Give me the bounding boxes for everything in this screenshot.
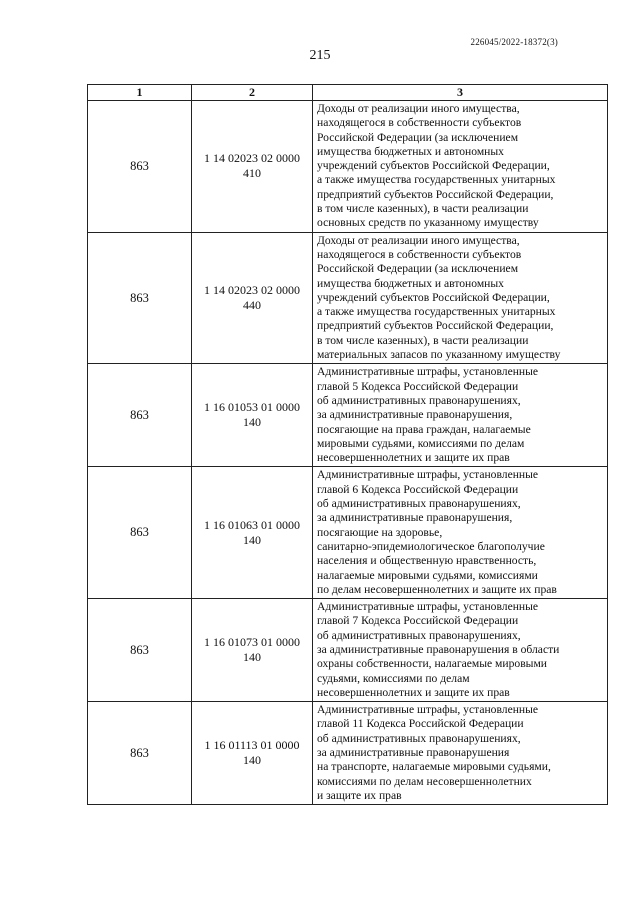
description-line: санитарно-эпидемиологическое благополучие xyxy=(317,539,545,553)
revenue-description-cell xyxy=(313,364,608,467)
table-row xyxy=(88,702,608,805)
description-line: Административные штрафы, установленные xyxy=(317,365,539,379)
revenue-codes-table xyxy=(87,84,608,805)
admin-code-cell: 863 xyxy=(88,599,192,702)
description-line: основных средств по указанному имуществу xyxy=(317,216,539,230)
revenue-description-cell xyxy=(313,599,608,702)
description-line: в том числе казенных), в части реализации xyxy=(317,333,529,347)
table-row xyxy=(88,364,608,467)
description-line: имущества бюджетных и автономных xyxy=(317,276,504,290)
description-line: мировыми судьями, комиссиями по делам xyxy=(317,436,525,450)
budget-classification-code-cell: 1 16 01063 01 0000 140 xyxy=(192,467,313,599)
table-row xyxy=(88,232,608,364)
description-line: Доходы от реализации иного имущества, xyxy=(317,233,520,247)
description-line: Административные штрафы, установленные xyxy=(317,468,539,482)
description-line: предприятий субъектов Российской Федерации, xyxy=(317,319,554,333)
table-body xyxy=(88,101,608,805)
description-line: Административные штрафы, установленные xyxy=(317,703,539,717)
description-line: об административных правонарушениях, xyxy=(317,393,521,407)
admin-code-cell: 863 xyxy=(88,101,192,233)
description-line: в том числе казенных), в части реализации xyxy=(317,202,529,216)
column-header-2: 2 xyxy=(192,85,313,101)
description-line: за административные правонарушения xyxy=(317,746,510,760)
description-line: населения и общественную нравственность, xyxy=(317,554,537,568)
description-line: а также имущества государственных унитарных xyxy=(317,173,556,187)
description-line: главой 6 Кодекса Российской Федерации xyxy=(317,482,519,496)
revenue-description-cell xyxy=(313,232,608,364)
column-header-1: 1 xyxy=(88,85,192,101)
admin-code-cell: 863 xyxy=(88,232,192,364)
description-line: посягающие на права граждан, налагаемые xyxy=(317,422,531,436)
admin-code-cell: 863 xyxy=(88,702,192,805)
description-line: судьями, комиссиями по делам xyxy=(317,671,470,685)
description-line: несовершеннолетних и защите их прав xyxy=(317,451,510,465)
description-line: комиссиями по делам несовершеннолетних xyxy=(317,774,532,788)
description-line: находящегося в собственности субъектов xyxy=(317,116,522,130)
description-line: на транспорте, налагаемые мировыми судьями, xyxy=(317,760,551,774)
description-line: учреждений субъектов Российской Федерации, xyxy=(317,159,550,173)
description-line: находящегося в собственности субъектов xyxy=(317,247,522,261)
revenue-description-cell xyxy=(313,702,608,805)
description-line: главой 5 Кодекса Российской Федерации xyxy=(317,379,519,393)
description-line: а также имущества государственных унитарных xyxy=(317,305,556,319)
budget-classification-code-cell: 1 14 02023 02 0000 440 xyxy=(192,232,313,364)
description-line: главой 11 Кодекса Российской Федерации xyxy=(317,717,524,731)
budget-classification-code-cell: 1 16 01073 01 0000 140 xyxy=(192,599,313,702)
revenue-description-cell xyxy=(313,467,608,599)
description-line: учреждений субъектов Российской Федерации, xyxy=(317,290,550,304)
description-line: предприятий субъектов Российской Федерации, xyxy=(317,187,554,201)
description-line: Доходы от реализации иного имущества, xyxy=(317,102,520,115)
admin-code-cell: 863 xyxy=(88,467,192,599)
description-line: об административных правонарушениях, xyxy=(317,497,521,511)
description-line: несовершеннолетних и защите их прав xyxy=(317,685,510,699)
description-line: за административные правонарушения, xyxy=(317,408,513,422)
description-line: налагаемые мировыми судьями, комиссиями xyxy=(317,568,538,582)
description-line: за административные правонарушения в области xyxy=(317,642,560,656)
description-line: главой 7 Кодекса Российской Федерации xyxy=(317,614,519,628)
table-row xyxy=(88,101,608,233)
description-line: и защите их прав xyxy=(317,788,402,802)
description-line: Административные штрафы, установленные xyxy=(317,600,539,614)
description-line: охраны собственности, налагаемые мировыми xyxy=(317,657,547,671)
budget-classification-code-cell: 1 16 01053 01 0000 140 xyxy=(192,364,313,467)
description-line: Российской Федерации (за исключением xyxy=(317,262,519,276)
document-number: 226045/2022-18372(3) xyxy=(470,37,558,47)
budget-classification-code-cell: 1 16 01113 01 0000 140 xyxy=(192,702,313,805)
description-line: об административных правонарушениях, xyxy=(317,731,521,745)
table-header-row xyxy=(88,85,608,101)
description-line: посягающие на здоровье, xyxy=(317,525,443,539)
description-line: имущества бюджетных и автономных xyxy=(317,144,504,158)
description-line: об административных правонарушениях, xyxy=(317,628,521,642)
revenue-description-cell xyxy=(313,101,608,233)
admin-code-cell: 863 xyxy=(88,364,192,467)
table-row xyxy=(88,599,608,702)
table-row xyxy=(88,467,608,599)
description-line: по делам несовершеннолетних и защите их прав xyxy=(317,582,557,596)
column-header-3: 3 xyxy=(313,85,608,101)
description-line: Российской Федерации (за исключением xyxy=(317,130,519,144)
description-line: за административные правонарушения, xyxy=(317,511,513,525)
description-line: материальных запасов по указанному имуществу xyxy=(317,348,561,362)
budget-classification-code-cell: 1 14 02023 02 0000 410 xyxy=(192,101,313,233)
page-number: 215 xyxy=(309,48,331,63)
